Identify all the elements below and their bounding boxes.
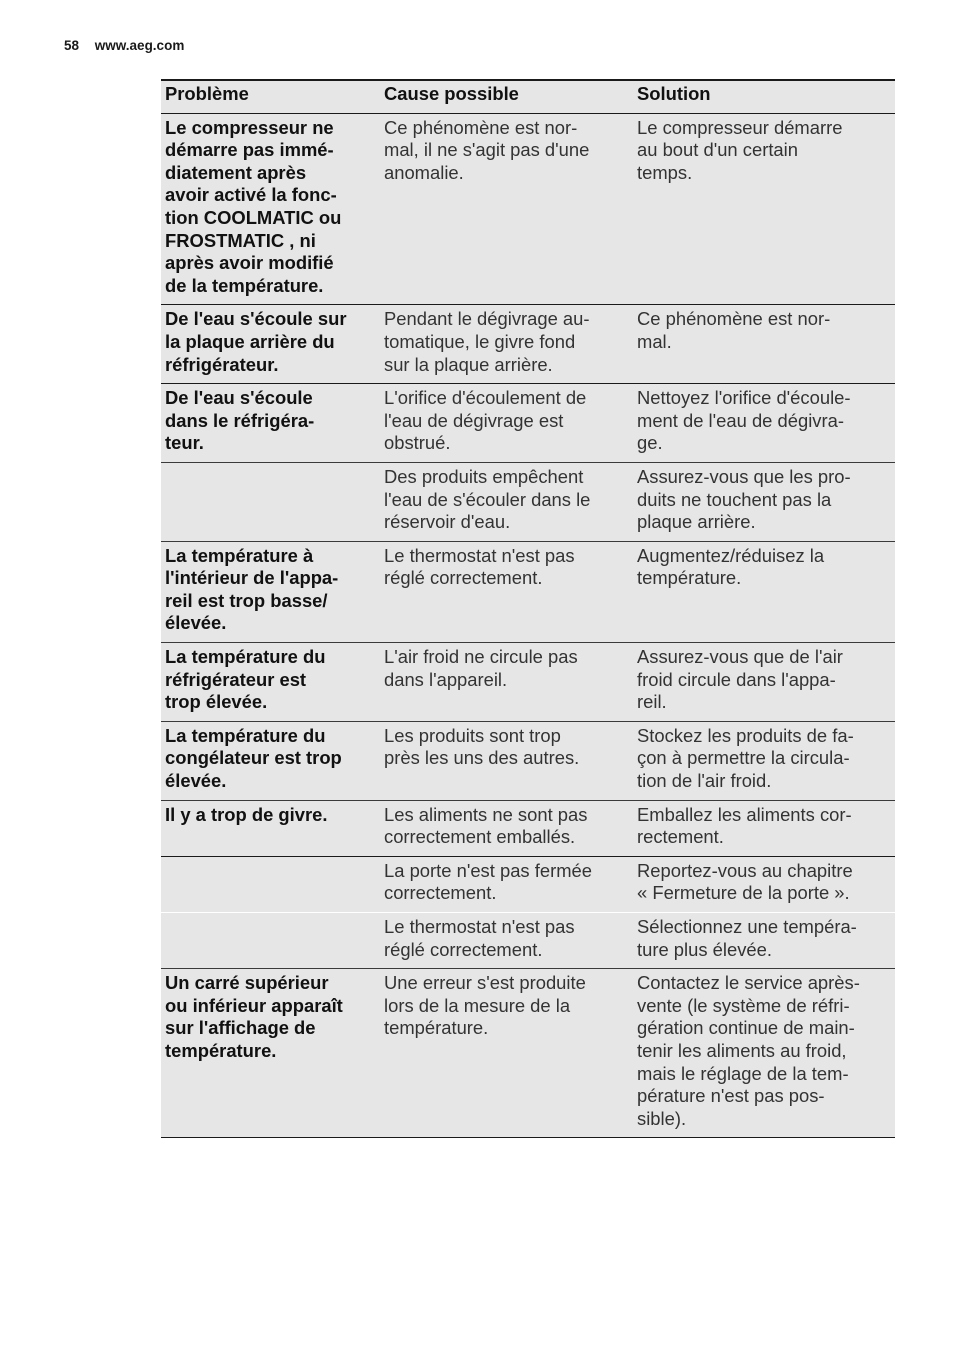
cell-text-line: plaque arrière.	[637, 511, 756, 533]
cell-text-line: mal.	[637, 330, 672, 352]
cell-text-line: au bout d'un certain	[637, 139, 798, 161]
cell-text-line: La température à	[165, 544, 314, 566]
problem-cell	[161, 801, 380, 856]
cell-text-line: démarre pas immé-	[165, 139, 334, 161]
cell-text-line: Les aliments ne sont pas	[384, 803, 588, 825]
cell-text-line: Stockez les produits de fa-	[637, 724, 854, 746]
table-row	[161, 383, 895, 462]
cause-cell	[380, 722, 633, 800]
cell-text-line: Il y a trop de givre.	[165, 803, 328, 825]
cell-text-line: ment de l'eau de dégivra-	[637, 409, 844, 431]
solution-cell	[633, 857, 895, 912]
problem-cell	[161, 913, 380, 968]
cell-text-line: pérature n'est pas pos-	[637, 1085, 825, 1107]
table-row	[161, 642, 895, 721]
cell-text-line: dans l'appareil.	[384, 668, 508, 690]
cause-cell	[380, 969, 633, 1137]
cell-text-line: sur l'affichage de	[165, 1017, 316, 1039]
cell-text-line: Sélectionnez une tempéra-	[637, 916, 857, 937]
cell-text-line: ou inférieur apparaît	[165, 994, 343, 1016]
cell-text-line: Assurez-vous que de l'air	[637, 646, 843, 668]
cell-text-line: réfrigérateur.	[165, 353, 279, 375]
table-row	[161, 968, 895, 1137]
cell-text-line: Reportez-vous au chapitre	[637, 859, 853, 881]
problem-cell	[161, 542, 380, 642]
cell-text-line: élevée.	[165, 770, 227, 792]
troubleshooting-table	[161, 79, 895, 1138]
cell-text-line: L'orifice d'écoulement de	[384, 387, 587, 409]
cell-text-line: ge.	[637, 432, 663, 454]
cell-text-line: réglé correctement.	[384, 938, 543, 960]
cell-text-line: La température du	[165, 724, 326, 746]
problem-cell	[161, 384, 380, 462]
solution-cell	[633, 542, 895, 642]
cell-text-line: l'eau de s'écouler dans le	[384, 488, 591, 510]
page-header	[64, 38, 184, 53]
cell-text-line: l'eau de dégivrage est	[384, 409, 564, 431]
cell-text-line: réglé correctement.	[384, 567, 543, 589]
cell-text-line: mais le réglage de la tem-	[637, 1062, 849, 1084]
cell-text-line: température.	[384, 1017, 489, 1039]
cell-text-line: diatement après	[165, 161, 307, 183]
cell-text-line: De l'eau s'écoule sur	[165, 308, 347, 330]
table-row	[161, 541, 895, 642]
cell-text-line: anomalie.	[384, 161, 464, 183]
cell-text-line: Le compresseur démarre	[637, 116, 843, 138]
cell-text-line: de la température.	[165, 274, 324, 296]
cell-text-line: élevée.	[165, 612, 227, 634]
cell-text-line: obstrué.	[384, 432, 451, 454]
cell-text-line: Nettoyez l'orifice d'écoule-	[637, 387, 851, 409]
cell-text-line: rectement.	[637, 826, 724, 848]
cell-text-line: FROSTMATIC , ni	[165, 229, 316, 251]
solution-cell	[633, 913, 895, 968]
cell-text-line: tion de l'air froid.	[637, 770, 772, 792]
cell-text-line: après avoir modifié	[165, 252, 334, 274]
cell-text-line: Le thermostat n'est pas	[384, 916, 575, 937]
problem-cell	[161, 643, 380, 721]
cell-text-line: duits ne touchent pas la	[637, 488, 832, 510]
cell-text-line: température.	[637, 567, 742, 589]
table-row	[161, 856, 895, 912]
cell-text-line: çon à permettre la circula-	[637, 747, 850, 769]
solution-cell	[633, 643, 895, 721]
table-row	[161, 912, 895, 968]
column-header-solution: Solution	[637, 83, 711, 104]
cell-text-line: réservoir d'eau.	[384, 511, 511, 533]
cell-text-line: tion COOLMATIC ou	[165, 206, 342, 228]
cell-text-line: sible).	[637, 1107, 687, 1129]
cell-text-line: Ce phénomène est nor-	[384, 116, 578, 138]
table-row	[161, 800, 895, 856]
cell-text-line: correctement emballés.	[384, 826, 576, 848]
cell-text-line: gération continue de main-	[637, 1017, 855, 1039]
solution-cell	[633, 463, 895, 541]
problem-cell	[161, 305, 380, 383]
cell-text-line: Le thermostat n'est pas	[384, 544, 575, 566]
cell-text-line: trop élevée.	[165, 691, 268, 713]
table-row	[161, 113, 895, 305]
cell-text-line: Le compresseur ne	[165, 116, 334, 138]
cell-text-line: température.	[165, 1039, 277, 1061]
solution-cell	[633, 969, 895, 1137]
cell-text-line: Des produits empêchent	[384, 465, 584, 487]
cause-cell	[380, 305, 633, 383]
cell-text-line: « Fermeture de la porte ».	[637, 882, 850, 904]
problem-cell	[161, 969, 380, 1137]
cell-text-line: teur.	[165, 432, 204, 454]
cause-cell	[380, 463, 633, 541]
cell-text-line: vente (le système de réfri-	[637, 994, 850, 1016]
cell-text-line: De l'eau s'écoule	[165, 387, 313, 409]
cell-text-line: l'intérieur de l'appa-	[165, 567, 339, 589]
cell-text-line: dans le réfrigéra-	[165, 409, 315, 431]
table-row	[161, 462, 895, 541]
cause-cell	[380, 542, 633, 642]
solution-cell	[633, 801, 895, 856]
problem-cell	[161, 114, 380, 305]
column-header-cause: Cause possible	[384, 83, 519, 104]
cell-text-line: près les uns des autres.	[384, 747, 580, 769]
cell-text-line: Ce phénomène est nor-	[637, 308, 831, 330]
cell-text-line: correctement.	[384, 882, 497, 904]
cause-cell	[380, 913, 633, 968]
cell-text-line: La température du	[165, 646, 326, 668]
cell-text-line: Une erreur s'est produite	[384, 972, 586, 994]
column-header-problem: Problème	[165, 83, 249, 104]
solution-cell	[633, 722, 895, 800]
cell-text-line: réfrigérateur est	[165, 668, 307, 690]
cell-text-line: tenir les aliments au froid,	[637, 1039, 847, 1061]
cell-text-line: Contactez le service après-	[637, 972, 860, 994]
cell-text-line: Les produits sont trop	[384, 724, 561, 746]
cell-text-line: Assurez-vous que les pro-	[637, 465, 851, 487]
solution-cell	[633, 305, 895, 383]
solution-cell	[633, 114, 895, 305]
cell-text-line: ture plus élevée.	[637, 938, 772, 960]
website-link[interactable]: www.aeg.com	[94, 38, 185, 53]
cause-cell	[380, 801, 633, 856]
table-row	[161, 304, 895, 383]
table-row	[161, 721, 895, 800]
table-header-row	[161, 81, 895, 113]
cell-text-line: lors de la mesure de la	[384, 994, 571, 1016]
cell-text-line: la plaque arrière du	[165, 330, 335, 352]
cell-text-line: Pendant le dégivrage au-	[384, 308, 590, 330]
cell-text-line: froid circule dans l'appa-	[637, 668, 836, 690]
cell-text-line: sur la plaque arrière.	[384, 353, 553, 375]
cell-text-line: reil.	[637, 691, 667, 713]
cause-cell	[380, 114, 633, 305]
cell-text-line: temps.	[637, 161, 693, 183]
cell-text-line: La porte n'est pas fermée	[384, 859, 592, 881]
table-body	[161, 113, 895, 1138]
cell-text-line: avoir activé la fonc-	[165, 184, 337, 206]
cell-text-line: tomatique, le givre fond	[384, 330, 576, 352]
problem-cell	[161, 857, 380, 912]
problem-cell	[161, 722, 380, 800]
cell-text-line: congélateur est trop	[165, 747, 342, 769]
page-number: 58	[64, 38, 80, 53]
cause-cell	[380, 384, 633, 462]
cell-text-line: mal, il ne s'agit pas d'une	[384, 139, 590, 161]
cell-text-line: L'air froid ne circule pas	[384, 646, 578, 668]
cell-text-line: Augmentez/réduisez la	[637, 544, 825, 566]
cell-text-line: reil est trop basse/	[165, 589, 328, 611]
solution-cell	[633, 384, 895, 462]
problem-cell	[161, 463, 380, 541]
cause-cell	[380, 857, 633, 912]
cause-cell	[380, 643, 633, 721]
cell-text-line: Emballez les aliments cor-	[637, 803, 852, 825]
cell-text-line: Un carré supérieur	[165, 972, 329, 994]
